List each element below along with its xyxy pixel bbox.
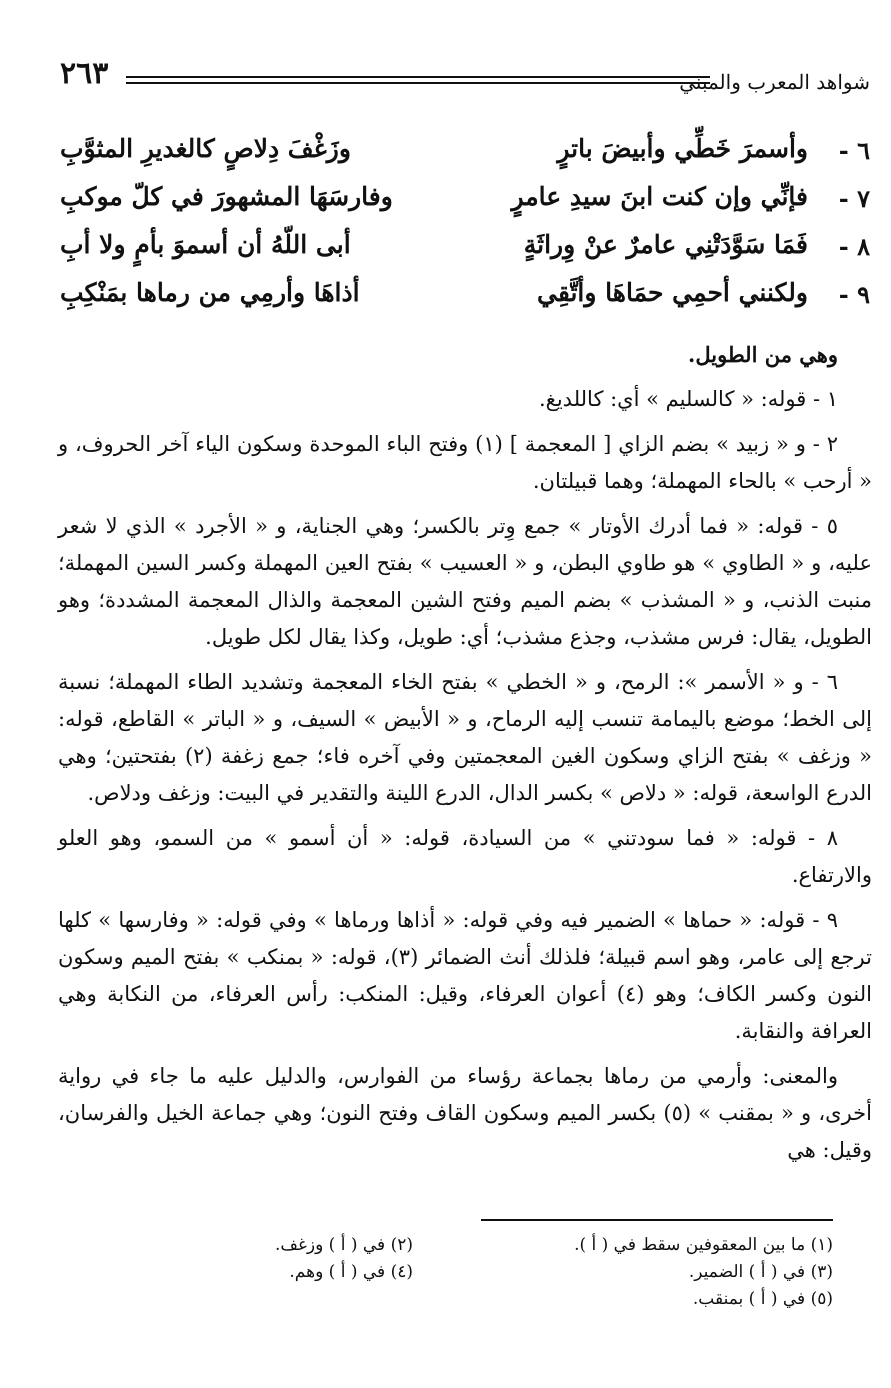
commentary-paragraph: والمعنى: وأرمي من رماها بجماعة رؤساء من الفوارس، والدليل عليه ما جاء في رواية أخرى، و « بمقنب » (٥) بكسر الميم وسكون القاف وفتح النون؛ وهي جماعة الخيل والفرسان، وقيل: هي xyxy=(58,1064,872,1162)
verse-first-hemistich: ولكنني أحمِي حمَاهَا وأتَّقِي xyxy=(536,278,808,307)
commentary-paragraph: ٢ - و « زبيد » بضم الزاي [ المعجمة ] (١) وفتح الباء الموحدة وسكون الياء آخر الحروف، و « أرحب » بالحاء المهملة؛ وهما قبيلتان. xyxy=(58,432,872,493)
verse-first-hemistich: فإنِّي وإن كنت ابنَ سيدِ عامرٍ xyxy=(511,182,808,211)
footnote: (٥) في ( أ ) بمنقب. xyxy=(692,1289,833,1309)
footnote: (١) ما بين المعقوفين سقط في ( أ ). xyxy=(574,1235,833,1255)
footnote-row xyxy=(19,1259,833,1286)
header-title: شواهد المعرب والمبني xyxy=(679,70,870,94)
commentary-paragraph: ٩ - قوله: « حماها » الضمير فيه وفي قوله: « أذاها ورماها » وفي قوله: « وفارسها » كلها ترجع إلى عامر، وهو اسم قبيلة؛ فلذلك أنث الضمائر (٣)، قوله: « بمنكب » بفتح الميم وسكون النون وكسر الكاف؛ وهو (٤) أعوان العرفاء، وقيل: المنكب: رأس العرفاء، من النكابة وهي العرافة والنقابة. xyxy=(58,908,872,1043)
running-header xyxy=(60,56,870,96)
commentary-paragraph: ٨ - قوله: « فما سودتني » من السيادة، قوله: « أن أسمو » من السمو، وهو العلو والارتفاع. xyxy=(58,826,872,887)
poem-verses xyxy=(60,130,870,322)
verse-row xyxy=(60,178,870,226)
page-number: ٢٦٣ xyxy=(60,56,109,91)
footnotes xyxy=(19,1232,833,1313)
meter-note: وهي من الطويل. xyxy=(688,342,838,367)
footnote: (٤) في ( أ ) وهم. xyxy=(289,1262,413,1282)
verse-second-hemistich: وزَغْفَ دِلاصٍ كالغديرِ المثوَّبِ xyxy=(60,134,351,163)
verse-row xyxy=(60,226,870,274)
footnote-row xyxy=(19,1232,833,1259)
commentary-body xyxy=(58,336,872,1177)
verse-number: ٧ - xyxy=(838,184,870,213)
verse-second-hemistich: أذاهَا وأرمِي من رماها بمَنْكِبِ xyxy=(60,278,360,307)
verse-number: ٨ - xyxy=(838,232,870,261)
commentary-paragraph: ٥ - قوله: « فما أدرك الأوتار » جمع وِتر بالكسر؛ وهي الجناية، و « الأجرد » الذي لا شعر عليه، و « الطاوي » هو طاوي البطن، و « العسيب » بفتح العين المهملة وكسر السين المهملة؛ منبت الذنب، و « المشذب » بضم الميم وفتح الشين المعجمة والذال المعجمة المشددة؛ وهو الطويل، يقال: فرس مشذب، وجذع مشذب؛ أي: طويل، وكذا يقال لكل طويل. xyxy=(58,514,872,649)
verse-first-hemistich: وأسمرَ خَطِّي وأبيضَ باترٍ xyxy=(557,134,808,163)
verse-row xyxy=(60,130,870,178)
verse-second-hemistich: أبى اللّهُ أن أسموَ بأمٍ ولا أبِ xyxy=(60,230,351,259)
footnote-rule xyxy=(481,1219,833,1221)
verse-number: ٦ - xyxy=(838,136,870,165)
footnote: (٢) في ( أ ) وزغف. xyxy=(274,1235,413,1255)
commentary-paragraph: ٦ - و « الأسمر »: الرمح، و « الخطي » بفتح الخاء المعجمة وتشديد الطاء المهملة؛ نسبة إلى الخط؛ موضع باليمامة تنسب إليه الرماح، و « الأبيض » السيف، و « الباتر » القاطع، قوله: « وزغف » بفتح الزاي وسكون الغين المعجمتين وفي آخره فاء؛ جمع زغفة (٢) بفتحتين؛ وهي الدرع الواسعة، قوله: « دلاص » بكسر الدال، الدرع اللينة والتقدير في البيت: وزغف ودلاص. xyxy=(58,670,872,805)
verse-row xyxy=(60,274,870,322)
commentary-paragraph: ١ - قوله: « كالسليم » أي: كاللديغ. xyxy=(538,387,838,411)
footnote: (٣) في ( أ ) الضمير. xyxy=(688,1262,833,1282)
header-rule xyxy=(126,76,710,84)
verse-second-hemistich: وفارسَهَا المشهورَ في كلّ موكبِ xyxy=(60,182,393,211)
verse-first-hemistich: فَمَا سَوَّدَتْنِي عامرٌ عنْ وِراثَةٍ xyxy=(523,230,808,259)
verse-number: ٩ - xyxy=(838,280,870,309)
footnote-row xyxy=(19,1286,833,1313)
